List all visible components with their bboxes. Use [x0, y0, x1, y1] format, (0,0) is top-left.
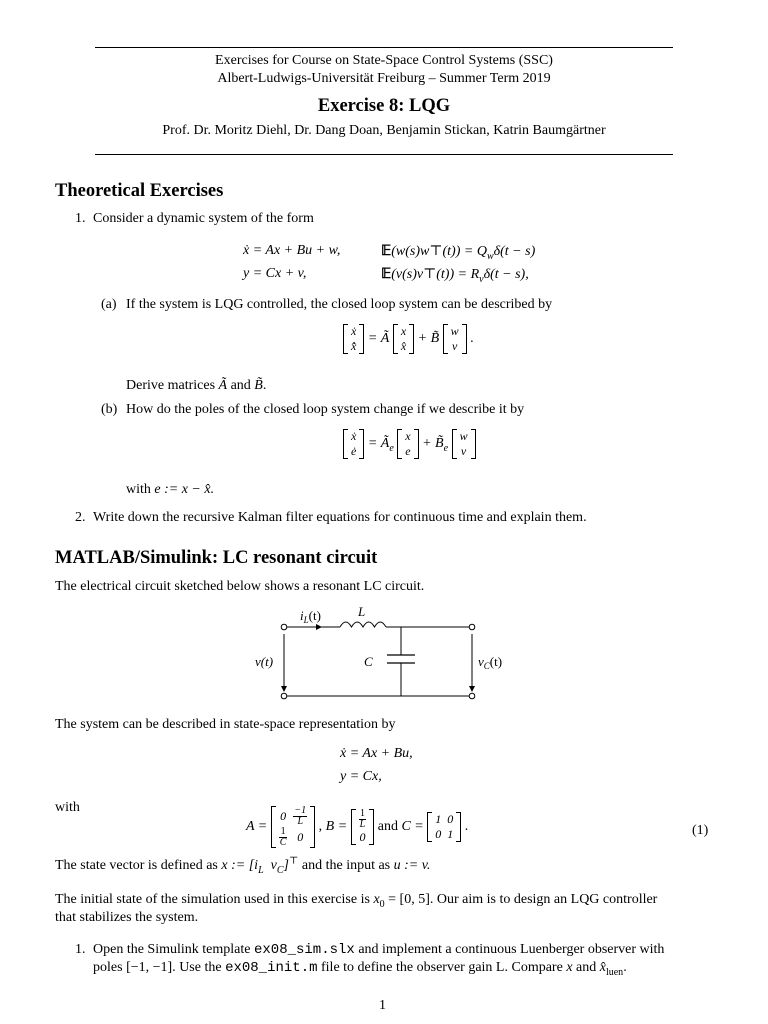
- expectation-symbol: 𝔼: [381, 267, 392, 282]
- matlab-heading: MATLAB/Simulink: LC resonant circuit: [55, 548, 378, 568]
- matrix-a: 0 $\frac{-1}{L}$ $\frac{1}{C}$ 0: [271, 806, 315, 848]
- item2-text: Write down the recursive Kalman filter equations for continuous time and explain them.: [93, 510, 587, 525]
- equation-number: (1): [692, 823, 709, 838]
- subitem-b-text: How do the poles of the closed loop system change if we describe it by: [126, 402, 525, 417]
- current-arrow: [316, 624, 322, 630]
- system-matrices: A = 0 $\frac{-1}{L}$ $\frac{1}{C}$ 0 , B = $\frac{1}{L}$ 0 and C = 1 0 0 1 .: [246, 805, 469, 848]
- capacitor-label: C: [364, 654, 373, 669]
- noise-vector-b: w v: [452, 429, 476, 459]
- subitem-a-label: (a): [101, 297, 117, 312]
- with-label: with: [55, 800, 80, 815]
- item1-text: Consider a dynamic system of the form: [93, 211, 314, 226]
- input-terminal-bottom: [281, 693, 287, 699]
- top-rule: [95, 47, 673, 48]
- derive-matrices-line: Derive matrices Ã and B̃.: [126, 378, 267, 393]
- state-equation: ẋ = Ax + Bu + w,: [243, 243, 341, 258]
- subitem-b-label: (b): [101, 402, 118, 417]
- matrix-b: $\frac{1}{L}$ 0: [351, 809, 375, 845]
- input-voltage-label: v(t): [255, 654, 274, 669]
- state-vector-definition: The state vector is defined as x := [$i_L$ $v_C]^⊤$ and the input as u := v.: [55, 855, 431, 876]
- ss-state-equation: ẋ = Ax + Bu,: [340, 746, 413, 761]
- matrix-c: 1 0 0 1: [427, 812, 461, 842]
- header-bottom-rule: [95, 154, 673, 155]
- inductor-label: L: [358, 604, 366, 619]
- closed-loop-equation-a: ẋ x̂̇ = Ã x x̂ + B̃ w v .: [343, 324, 474, 354]
- input-terminal-top: [281, 624, 287, 630]
- current-label: $i_L(t)$: [300, 608, 321, 625]
- noise-vector: w v: [443, 324, 467, 354]
- circuit-intro: The electrical circuit sketched below shows a resonant LC circuit.: [55, 579, 425, 594]
- output-voltage-arrow: [469, 686, 475, 692]
- state-derivative-vector: ẋ x̂̇: [343, 324, 364, 354]
- output-voltage-label: $v_C(t)$: [478, 654, 503, 671]
- theory-heading: Theoretical Exercises: [55, 181, 224, 201]
- subitem-a-text: If the system is LQG controlled, the closed loop system can be described by: [126, 297, 553, 312]
- ss-output-equation: y = Cx,: [340, 769, 382, 784]
- university-line: Albert-Ludwigs-Universität Freiburg – Summer Term 2019: [217, 71, 551, 86]
- expectation-symbol: 𝔼: [381, 244, 392, 259]
- init-script-filename: ex08_init.m: [225, 960, 318, 976]
- lc-circuit-diagram: [250, 600, 510, 705]
- state-space-intro: The system can be described in state-space representation by: [55, 717, 396, 732]
- input-voltage-arrow: [281, 686, 287, 692]
- output-equation: y = Cx + v,: [243, 266, 307, 281]
- inductor-symbol: [340, 622, 386, 627]
- simulink-template-filename: ex08_sim.slx: [253, 942, 355, 958]
- authors-line: Prof. Dr. Moritz Diehl, Dr. Dang Doan, Benjamin Stickan, Katrin Baumgärtner: [162, 123, 606, 138]
- item1-number: 1.: [75, 211, 86, 226]
- error-state-vector: x e: [397, 429, 418, 459]
- measurement-noise-covariance: 𝔼(v(s)v⊤(t)) = $R_v\delta(t - s)$,: [381, 267, 529, 285]
- closed-loop-equation-b: ẋ ė = $Ã_e$ x e + $B̃_e$ w v: [343, 429, 476, 459]
- error-definition: with e := x − x̂.: [126, 482, 215, 497]
- output-terminal-bottom: [469, 693, 475, 699]
- process-noise-covariance: 𝔼(w(s)w⊤(t)) = $Q_w\delta(t - s)$: [381, 244, 536, 262]
- course-line: Exercises for Course on State-Space Control Systems (SSC): [215, 53, 553, 68]
- error-derivative-vector: ẋ ė: [343, 429, 364, 459]
- state-vector: x x̂: [393, 324, 414, 354]
- output-terminal-top: [469, 624, 475, 630]
- item2-number: 2.: [75, 510, 86, 525]
- exercise-title: Exercise 8: LQG: [317, 96, 451, 116]
- task1-text: Open the Simulink template ex08_sim.slx and implement a continuous Luenberger observer with poles [−1, −1]. Use the ex08_init.m file to define the observer gain L. Compare x and $x̂_{luen}$.: [93, 942, 665, 978]
- initial-state-paragraph: The initial state of the simulation used in this exercise is $x_0 = [0$, 5]. Our aim is to design an LQG controller that stabilizes the system.: [55, 892, 658, 925]
- page-number: 1: [379, 998, 386, 1013]
- task1-number: 1.: [75, 942, 86, 957]
